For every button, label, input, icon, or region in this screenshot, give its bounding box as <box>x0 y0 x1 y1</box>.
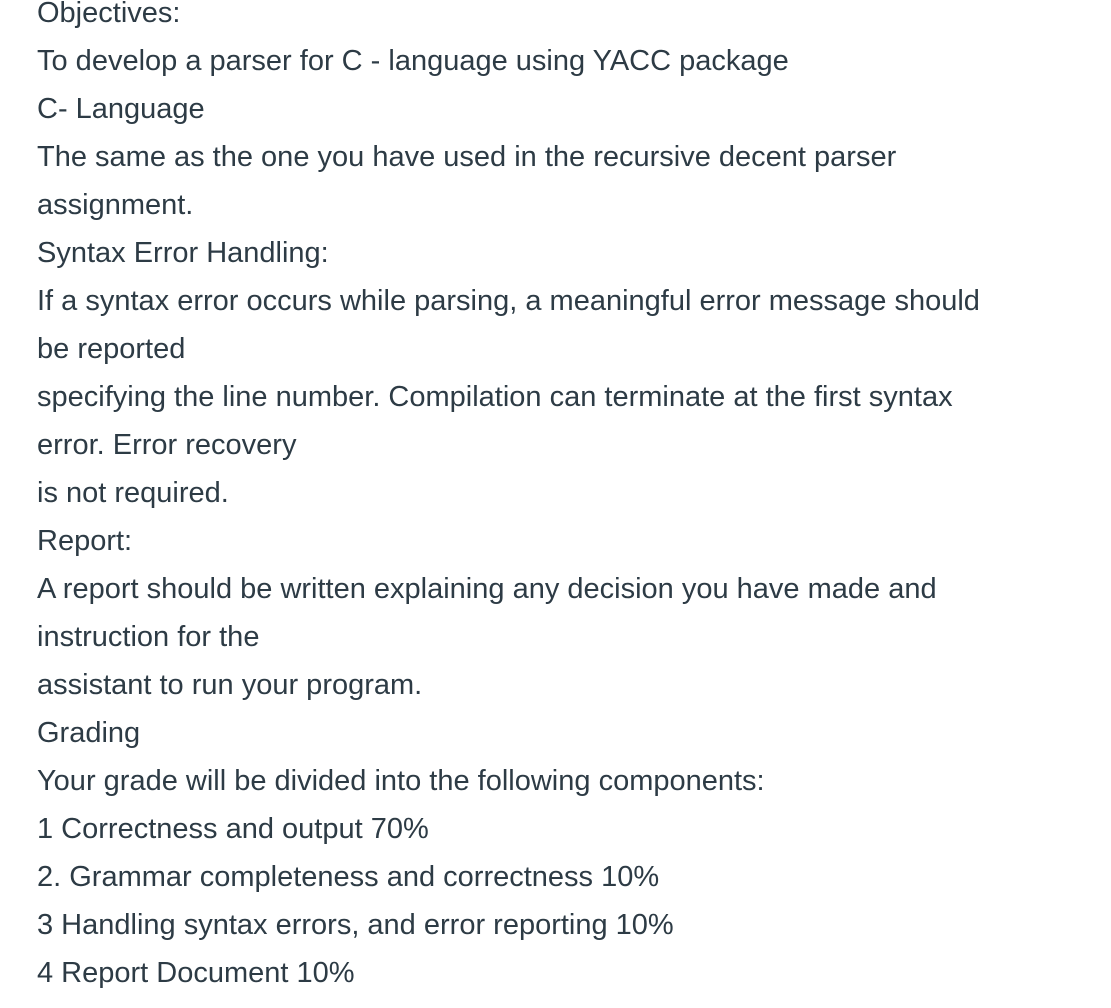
grading-item-3: 3 Handling syntax errors, and error reporting 10% <box>37 909 674 941</box>
report-text: A report should be written explaining any decision you have made and <box>37 573 937 605</box>
objective-text: To develop a parser for C - language using YACC package <box>37 45 789 77</box>
heading-grading: Grading <box>37 717 141 749</box>
syntax-error-text-cont-2: specifying the line number. Compilation can terminate at the first syntax <box>37 381 953 413</box>
syntax-error-text: If a syntax error occurs while parsing, a meaningful error message should <box>37 285 980 317</box>
c-language-text: The same as the one you have used in the recursive decent parser <box>37 141 897 173</box>
grading-item-2: 2. Grammar completeness and correctness 10% <box>37 861 660 893</box>
syntax-error-text-cont-4: is not required. <box>37 477 229 509</box>
c-language-text-cont: assignment. <box>37 189 194 221</box>
heading-syntax-error-handling: Syntax Error Handling: <box>37 237 329 269</box>
heading-report: Report: <box>37 525 133 557</box>
heading-objectives: Objectives: <box>37 0 181 29</box>
syntax-error-text-cont-3: error. Error recovery <box>37 429 297 461</box>
grading-item-1: 1 Correctness and output 70% <box>37 813 429 845</box>
grading-item-4: 4 Report Document 10% <box>37 957 355 989</box>
syntax-error-text-cont-1: be reported <box>37 333 186 365</box>
grading-intro: Your grade will be divided into the following components: <box>37 765 765 797</box>
report-text-cont-1: instruction for the <box>37 621 260 653</box>
heading-c-language: C- Language <box>37 93 205 125</box>
report-text-cont-2: assistant to run your program. <box>37 669 423 701</box>
